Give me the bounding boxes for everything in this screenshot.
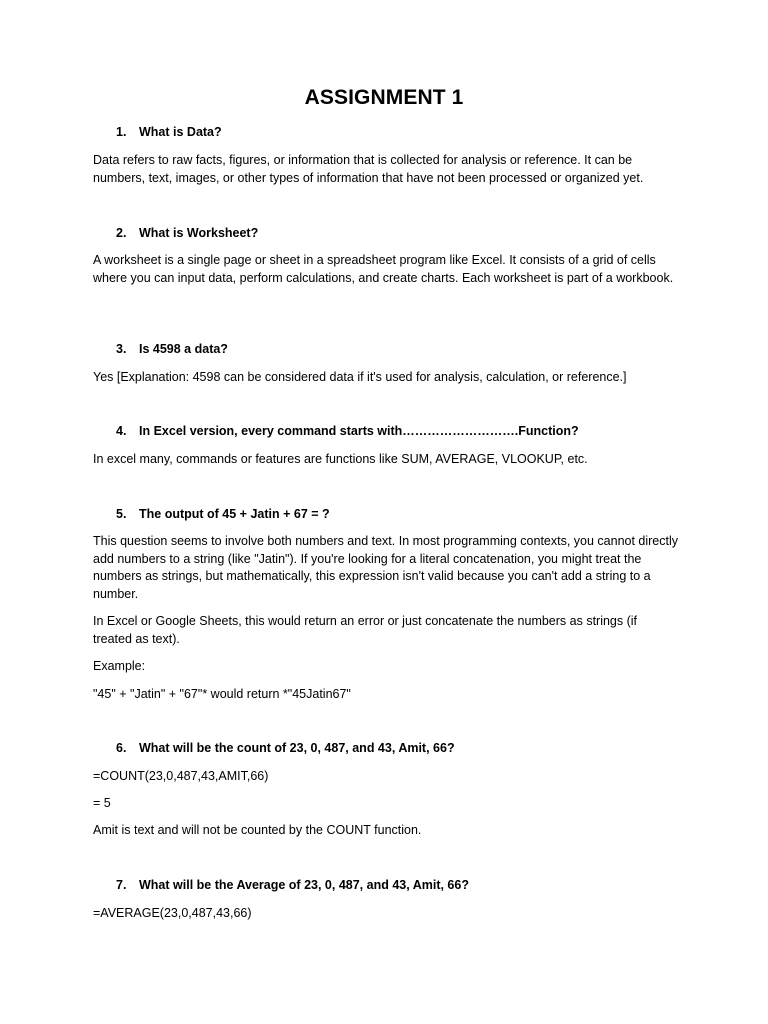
question-heading: [116, 342, 228, 356]
question-heading: [116, 226, 258, 240]
answer-paragraph: Yes [Explanation: 4598 can be considered data if it's used for analysis, calculation, or reference.]: [93, 370, 627, 384]
question-number: 6.: [116, 741, 127, 755]
question-number: 2.: [116, 226, 127, 240]
question-text: What is Worksheet?: [139, 226, 259, 240]
answer-paragraph: This question seems to involve both numbers and text. In most programming contexts, you cannot directly add numbers to a string (like "Jatin"). If you're looking for a literal concatenation, you might treat the numbers as strings, but mathematically, this expression isn't valid because you can't add a string to a number.: [93, 534, 679, 601]
question-text: What is Data?: [139, 125, 222, 139]
document-title: ASSIGNMENT 1: [304, 86, 464, 109]
question-text: What will be the count of 23, 0, 487, and 43, Amit, 66?: [139, 741, 455, 755]
question-number: 7.: [116, 878, 127, 892]
question-number: 1.: [116, 125, 127, 139]
answer-paragraph: In excel many, commands or features are functions like SUM, AVERAGE, VLOOKUP, etc.: [93, 452, 588, 466]
question-text: What will be the Average of 23, 0, 487, and 43, Amit, 66?: [139, 878, 469, 892]
answer-paragraph: In Excel or Google Sheets, this would return an error or just concatenate the numbers as strings (if treated as text).: [93, 614, 638, 646]
question-number: 5.: [116, 507, 127, 521]
question-heading: [116, 741, 455, 755]
answer-paragraph: Data refers to raw facts, figures, or information that is collected for analysis or reference. It can be numbers, text, images, or other types of information that have not been processed or organized yet.: [93, 153, 644, 185]
question-number: 3.: [116, 342, 127, 356]
question-text: Is 4598 a data?: [139, 342, 228, 356]
result-text: = 5: [93, 796, 111, 810]
formula-text: =AVERAGE(23,0,487,43,66): [93, 906, 252, 920]
formula-text: =COUNT(23,0,487,43,AMIT,66): [93, 769, 269, 783]
question-heading: [116, 507, 330, 521]
answer-paragraph: A worksheet is a single page or sheet in a spreadsheet program like Excel. It consists of a grid of cells where you can input data, perform calculations, and create charts. Each worksheet is part of a workbook.: [93, 253, 674, 285]
answer-paragraph: Amit is text and will not be counted by the COUNT function.: [93, 823, 422, 837]
question-heading: [116, 125, 222, 139]
example-label: Example:: [93, 659, 146, 673]
question-text: In Excel version, every command starts with……………………….Function?: [139, 424, 579, 438]
question-number: 4.: [116, 424, 127, 438]
question-text: The output of 45 + Jatin + 67 = ?: [139, 507, 330, 521]
question-heading: [116, 878, 469, 892]
question-heading: [116, 424, 579, 438]
example-text: "45" + "Jatin" + "67"* would return *"45Jatin67": [93, 687, 351, 701]
